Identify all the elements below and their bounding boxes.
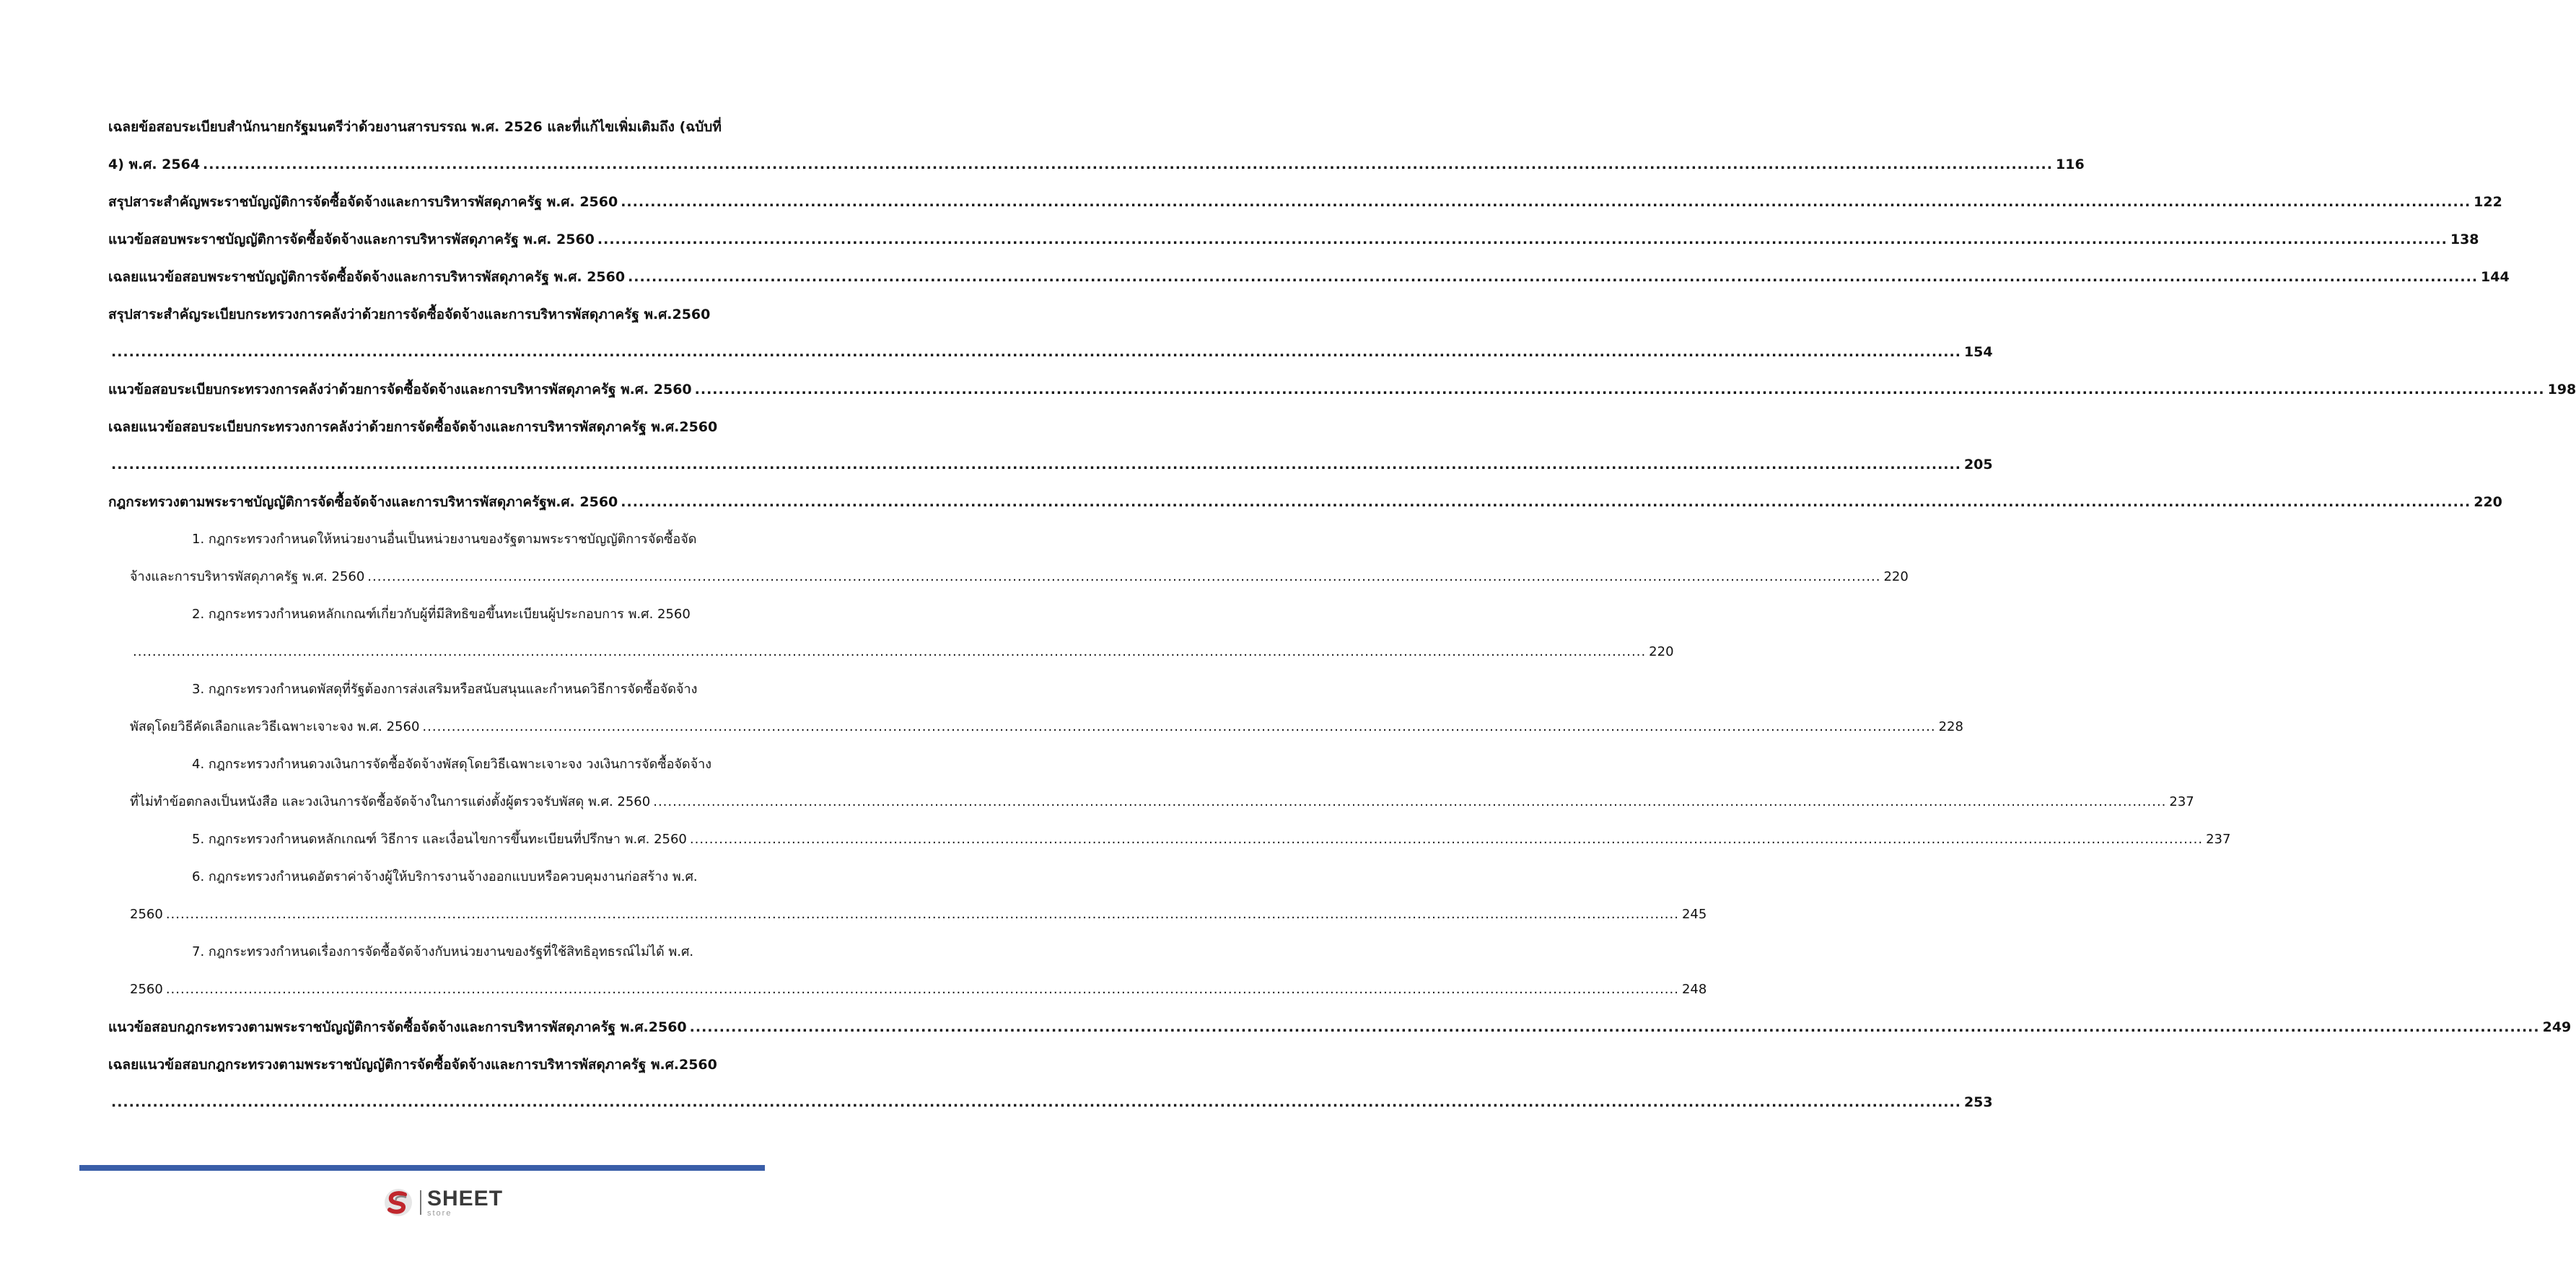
dot-leader (111, 333, 1961, 371)
toc-entry-title: 2560 (130, 907, 163, 922)
toc-entry-title: เฉลยข้อสอบระเบียบสำนักนายกรัฐมนตรีว่าด้วยงานสารบรรณ พ.ศ. 2526 และที่แก้ไขเพิ่มเติมถึง (ฉบับที่ (108, 119, 722, 135)
footer-divider (79, 1165, 765, 1171)
toc-page-number: 122 (2474, 194, 2502, 210)
toc-subentry[interactable] (108, 933, 1707, 1008)
toc-page-number: 245 (1681, 907, 1707, 922)
toc-entry-title: 4. กฎกระทรวงกำหนดวงเงินการจัดซื้อจัดจ้างพัสดุโดยวิธีเฉพาะเจาะจง วงเงินการจัดซื้อจัดจ้าง (192, 757, 712, 772)
toc-entry[interactable] (108, 1008, 2572, 1046)
toc-entry-title: 7. กฎกระทรวงกำหนดเรื่องการจัดซื้อจัดจ้างกับหน่วยงานของรัฐที่ใช้สิทธิอุทธรณ์ไม่ได้ พ.ศ. (192, 944, 694, 959)
dot-leader (422, 708, 1935, 746)
dot-leader (166, 971, 1679, 1008)
toc-subentry[interactable] (108, 858, 1707, 933)
toc-entry-title: กฎกระทรวงตามพระราชบัญญัติการจัดซื้อจัดจ้างและการบริหารพัสดุภาครัฐพ.ศ. 2560 (108, 494, 618, 510)
dot-leader (166, 896, 1679, 933)
toc-entry[interactable] (108, 483, 2502, 521)
toc-entry-title: แนวข้อสอบพระราชบัญญัติการจัดซื้อจัดจ้างและการบริหารพัสดุภาครัฐ พ.ศ. 2560 (108, 232, 595, 247)
toc-entry-title: 3. กฎกระทรวงกำหนดพัสดุที่รัฐต้องการส่งเสริมหรือสนับสนุนและกำหนดวิธีการจัดซื้อจัดจ้าง (192, 682, 698, 697)
toc-entry-title: 2. กฎกระทรวงกำหนดหลักเกณฑ์เกี่ยวกับผู้ที่มีสิทธิขอขึ้นทะเบียนผู้ประกอบการ พ.ศ. 2560 (192, 607, 691, 622)
dot-leader (111, 1083, 1961, 1121)
toc-entry-title: 6. กฎกระทรวงกำหนดอัตราค่าจ้างผู้ให้บริการงานจ้างออกแบบหรือควบคุมงานก่อสร้าง พ.ศ. (192, 869, 698, 884)
dot-leader (597, 221, 2448, 258)
toc-entry[interactable] (108, 221, 2479, 258)
dot-leader (628, 258, 2478, 296)
dot-leader (695, 371, 2545, 408)
toc-entry-title: 2560 (130, 982, 163, 997)
toc-page-number: 228 (1938, 719, 1963, 734)
toc-entry-title: 4) พ.ศ. 2564 (108, 157, 201, 172)
toc-page-number: 248 (1681, 982, 1707, 997)
dot-leader (621, 183, 2471, 221)
toc-subentry[interactable] (108, 521, 1909, 596)
logo-subtext: store (427, 1208, 452, 1218)
toc-entry-title: จ้างและการบริหารพัสดุภาครัฐ พ.ศ. 2560 (130, 569, 365, 584)
toc-subentry[interactable] (108, 596, 1674, 671)
toc-subentry[interactable] (108, 821, 2231, 858)
dot-leader (621, 483, 2471, 521)
toc-entry-title: ที่ไม่ทำข้อตกลงเป็นหนังสือ และวงเงินการจัดซื้อจัดจ้างในการแต่งตั้งผู้ตรวจรับพัสดุ พ.ศ. 2560 (130, 794, 651, 809)
toc-entry[interactable] (108, 371, 2576, 408)
toc-page-number: 237 (2206, 832, 2231, 847)
toc-entry[interactable] (108, 1046, 1993, 1121)
logo-wordmark (427, 1188, 503, 1218)
dot-leader (690, 821, 2203, 858)
toc-entry-title: แนวข้อสอบกฎกระทรวงตามพระราชบัญญัติการจัดซื้อจัดจ้างและการบริหารพัสดุภาครัฐ พ.ศ.2560 (108, 1019, 687, 1035)
toc-page-number: 220 (2474, 494, 2502, 510)
toc-entry[interactable] (108, 408, 1993, 483)
toc-entry[interactable] (108, 258, 2510, 296)
toc-page-number: 220 (1883, 569, 1909, 584)
toc-subentry[interactable] (108, 746, 2194, 821)
logo-text: SHEET (427, 1186, 504, 1210)
dot-leader (653, 783, 2166, 821)
toc-entry-title: เฉลยแนวข้อสอบระเบียบกระทรวงการคลังว่าด้วยการจัดซื้อจัดจ้างและการบริหารพัสดุภาครัฐ พ.ศ.2560 (108, 419, 718, 435)
toc-entry-title: สรุปสาระสำคัญพระราชบัญญัติการจัดซื้อจัดจ้างและการบริหารพัสดุภาครัฐ พ.ศ. 2560 (108, 194, 618, 210)
toc-page-number: 138 (2450, 232, 2479, 247)
toc-page-number: 154 (1963, 344, 1993, 360)
toc-subentry[interactable] (108, 671, 1963, 746)
table-of-contents (108, 108, 2576, 1121)
toc-page-number: 205 (1963, 457, 1993, 472)
toc-page-number: 220 (1649, 644, 1674, 659)
toc-entry[interactable] (108, 108, 2085, 183)
toc-entry-title: สรุปสาระสำคัญระเบียบกระทรวงการคลังว่าด้วยการจัดซื้อจัดจ้างและการบริหารพัสดุภาครัฐ พ.ศ.2560 (108, 307, 711, 322)
toc-page-number: 116 (2056, 157, 2085, 172)
toc-page-number: 237 (2169, 794, 2194, 809)
toc-entry-title: เฉลยแนวข้อสอบกฎกระทรวงตามพระราชบัญญัติการจัดซื้อจัดจ้างและการบริหารพัสดุภาครัฐ พ.ศ.2560 (108, 1057, 717, 1073)
dot-leader (111, 446, 1961, 483)
toc-entry[interactable] (108, 183, 2502, 221)
sheet-store-logo (382, 1187, 503, 1218)
toc-entry-title: พัสดุโดยวิธีคัดเลือกและวิธีเฉพาะเจาะจง พ.ศ. 2560 (130, 719, 420, 734)
logo-divider (420, 1190, 421, 1215)
toc-page-number: 253 (1963, 1094, 1993, 1110)
dot-leader (367, 558, 1880, 596)
toc-entry-title: 1. กฎกระทรวงกำหนดให้หน่วยงานอื่นเป็นหน่วยงานของรัฐตามพระราชบัญญัติการจัดซื้อจัด (192, 532, 697, 547)
sheet-store-s-icon (382, 1187, 414, 1218)
dot-leader (690, 1008, 2540, 1046)
toc-entry-title: เฉลยแนวข้อสอบพระราชบัญญัติการจัดซื้อจัดจ้างและการบริหารพัสดุภาครัฐ พ.ศ. 2560 (108, 269, 626, 285)
dot-leader (133, 633, 1646, 671)
toc-page-number: 249 (2542, 1019, 2572, 1035)
toc-page-number: 144 (2481, 269, 2510, 285)
toc-entry-title: แนวข้อสอบระเบียบกระทรวงการคลังว่าด้วยการจัดซื้อจัดจ้างและการบริหารพัสดุภาครัฐ พ.ศ. 2560 (108, 382, 692, 397)
dot-leader (203, 146, 2053, 183)
toc-page-number: 198 (2547, 382, 2576, 397)
toc-entry[interactable] (108, 296, 1993, 371)
toc-entry-title: 5. กฎกระทรวงกำหนดหลักเกณฑ์ วิธีการ และเงื่อนไขการขึ้นทะเบียนที่ปรึกษา พ.ศ. 2560 (192, 832, 687, 847)
